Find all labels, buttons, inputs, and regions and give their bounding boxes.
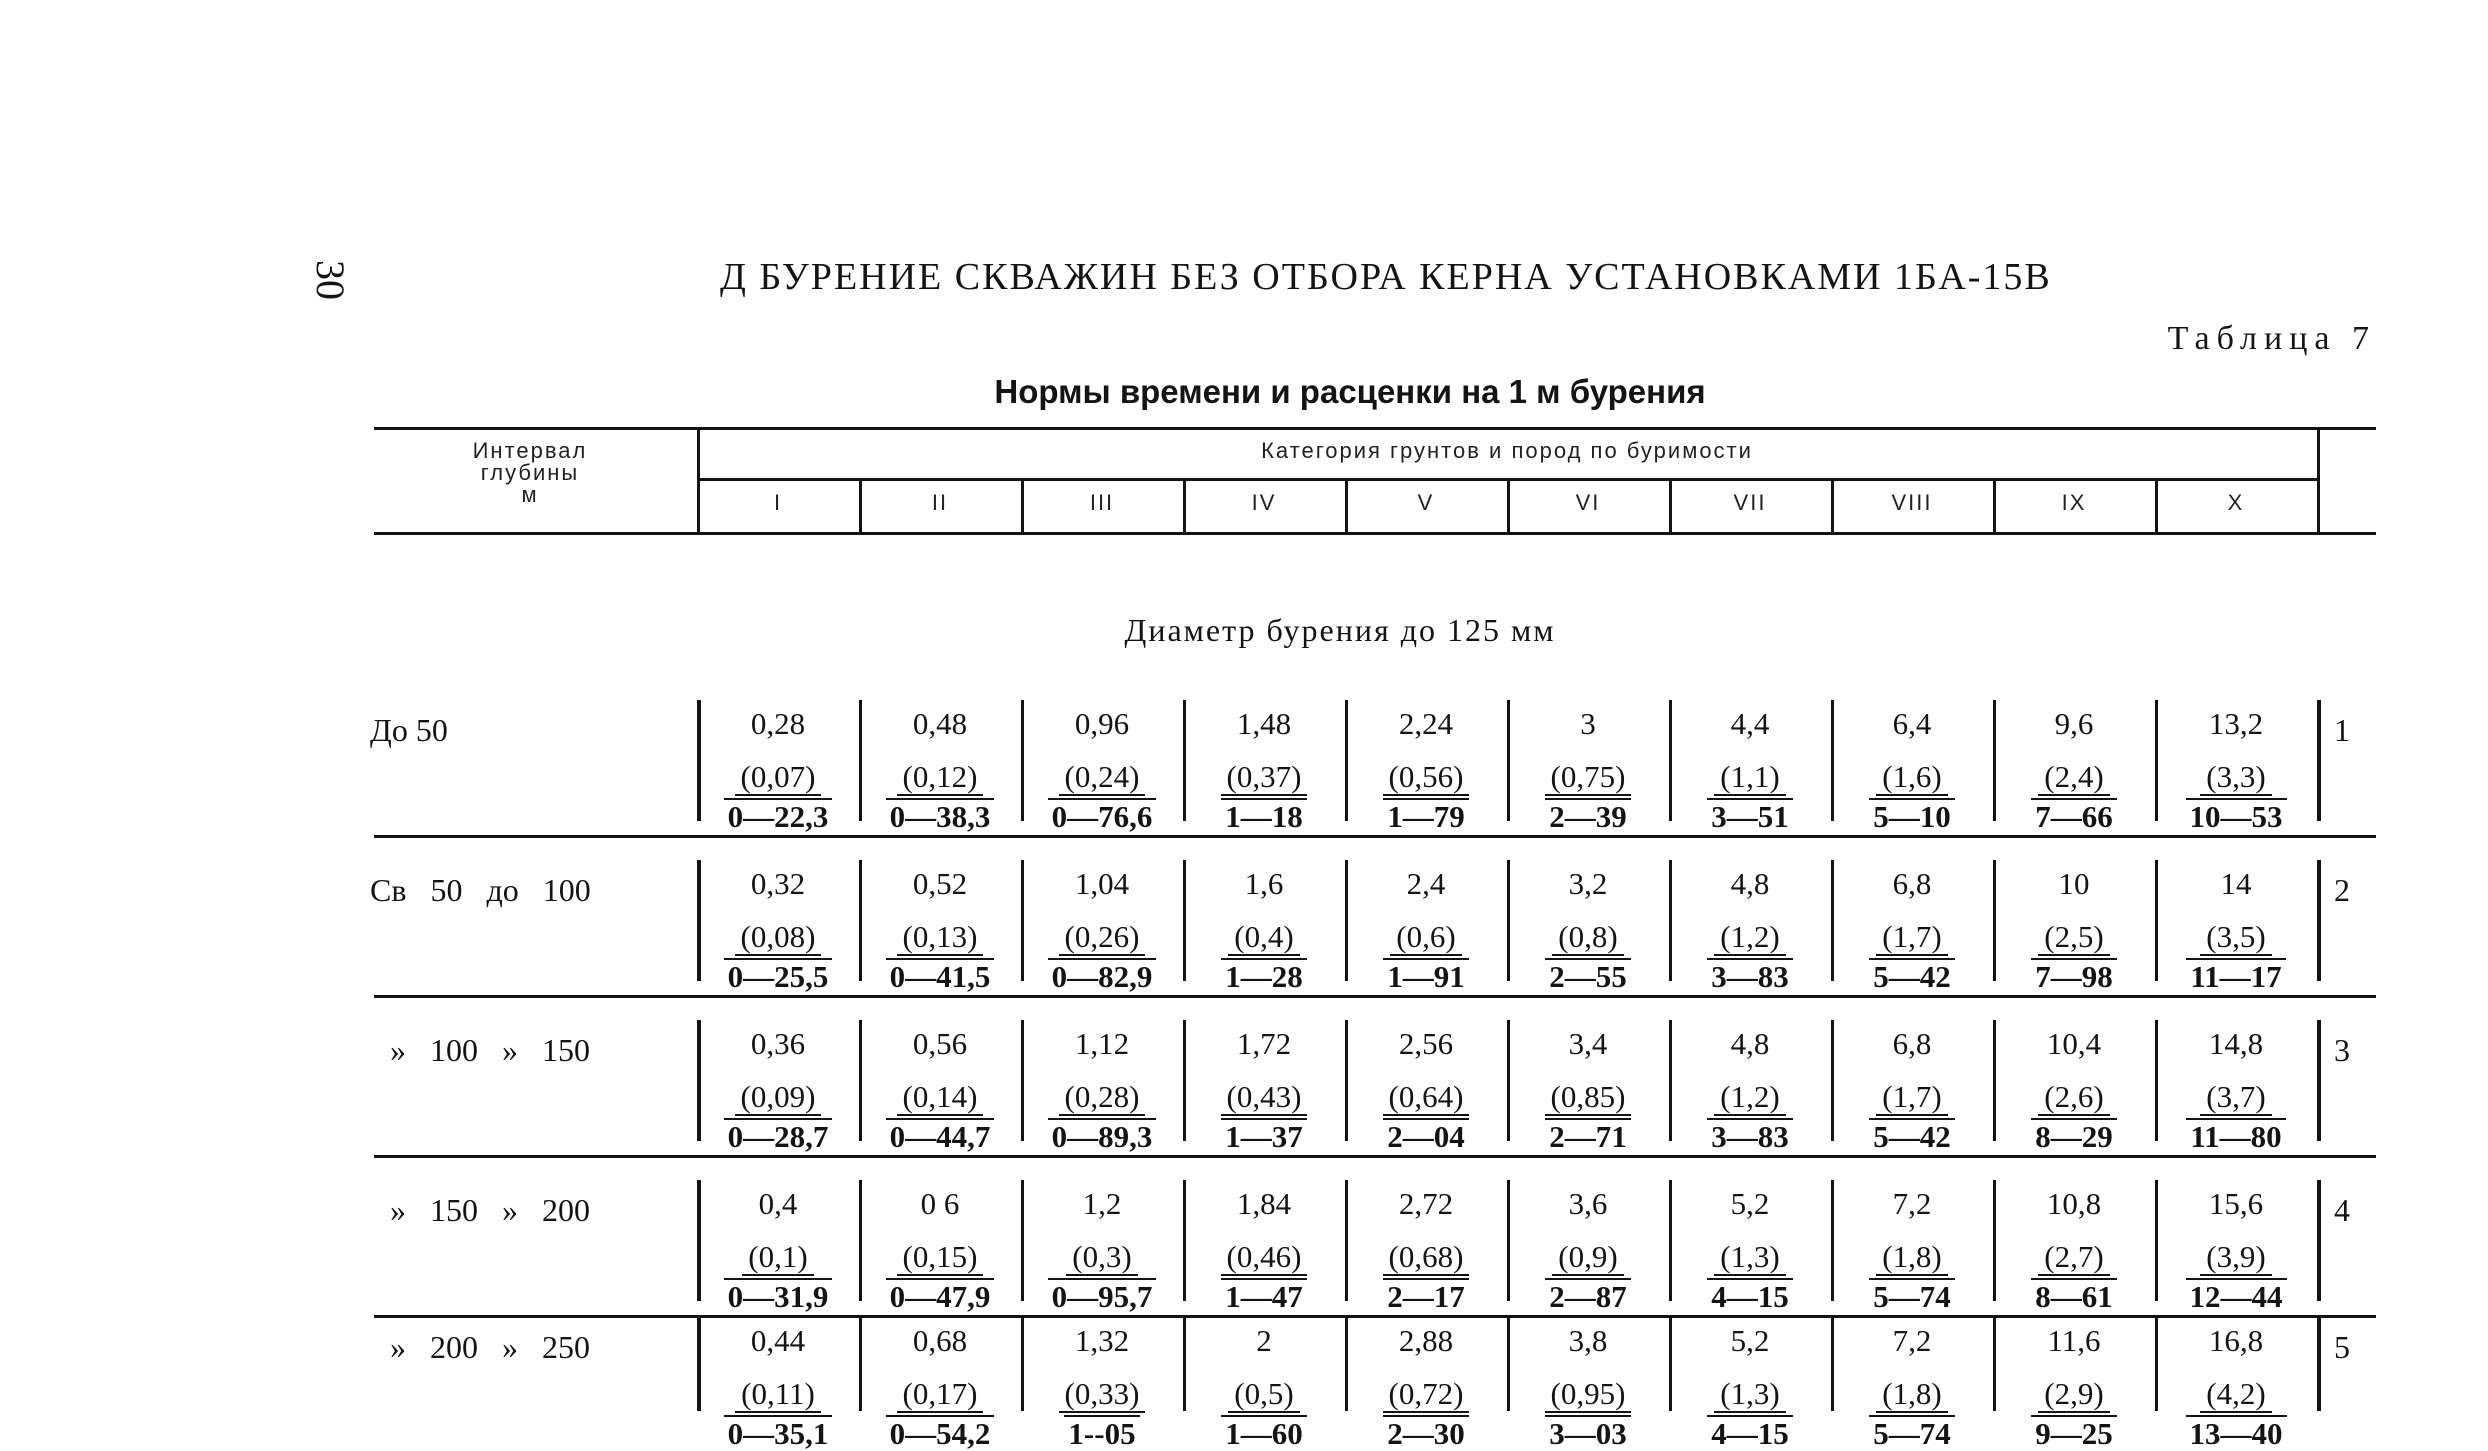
table-cell — [1508, 866, 1668, 994]
table-cell — [1832, 1186, 1992, 1314]
rate-value: 0—95,7 — [1048, 1278, 1157, 1314]
table-subtitle: Нормы времени и расценки на 1 м бурения — [994, 373, 1706, 410]
table-cell — [1346, 1186, 1506, 1314]
time-norm-value: 3,4 — [1568, 1026, 1608, 1061]
table-cell — [1670, 1026, 1830, 1154]
rate-value: 3—83 — [1707, 958, 1793, 994]
time-norm-value: 0,44 — [750, 1323, 806, 1358]
labor-value: (3,3) — [2200, 760, 2271, 796]
interval-header-line: м — [521, 482, 539, 507]
table-cell — [860, 1323, 1020, 1451]
header-column-divider — [1345, 478, 1348, 532]
time-norm-value: 3 — [1580, 706, 1596, 741]
labor-value: (0,24) — [1059, 760, 1146, 796]
row-number: 5 — [2334, 1329, 2350, 1365]
row-separator — [374, 1155, 2376, 1158]
time-norm-value: 14,8 — [2208, 1026, 2264, 1061]
labor-value: (0,72) — [1383, 1377, 1470, 1413]
header-column-divider — [1021, 478, 1024, 532]
time-norm-value: 2,56 — [1398, 1026, 1454, 1061]
rate-value: 5—74 — [1869, 1415, 1955, 1451]
labor-value: (2,5) — [2038, 920, 2109, 956]
labor-value: (0,9) — [1552, 1240, 1623, 1276]
table-cell — [860, 706, 1020, 834]
rate-value: 0—76,6 — [1048, 798, 1157, 834]
table-cell — [698, 1026, 858, 1154]
labor-value: (0,12) — [897, 760, 984, 796]
document-title: Д БУРЕНИЕ СКВАЖИН БЕЗ ОТБОРА КЕРНА УСТАНОВКАМИ 1БА-15В — [720, 256, 2052, 298]
header-column-divider — [2317, 427, 2320, 532]
time-norm-value: 1,12 — [1074, 1026, 1130, 1061]
time-norm-value: 1,6 — [1244, 866, 1284, 901]
table-cell — [2156, 866, 2316, 994]
rate-value: 12—44 — [2186, 1278, 2287, 1314]
labor-value: (0,68) — [1383, 1240, 1470, 1276]
table-cell — [1832, 1026, 1992, 1154]
time-norm-value: 13,2 — [2208, 706, 2264, 741]
table-cell — [1022, 1186, 1182, 1314]
header-column-divider — [1831, 478, 1834, 532]
time-norm-value: 2,88 — [1398, 1323, 1454, 1358]
labor-value: (0,43) — [1221, 1080, 1308, 1116]
rate-value: 0—31,9 — [724, 1278, 833, 1314]
table-cell — [860, 1026, 1020, 1154]
rate-value: 3—83 — [1707, 1118, 1793, 1154]
rate-value: 2—04 — [1383, 1118, 1469, 1154]
header-column-divider — [1183, 478, 1186, 532]
page-number: 30 — [308, 260, 353, 300]
rate-value: 2—55 — [1545, 958, 1631, 994]
table-cell — [1832, 706, 1992, 834]
table-cell — [1994, 1026, 2154, 1154]
table-cell — [1994, 1323, 2154, 1451]
column-header: II — [931, 490, 949, 515]
labor-value: (3,5) — [2200, 920, 2271, 956]
rate-value: 2—87 — [1545, 1278, 1631, 1314]
labor-value: (1,6) — [1876, 760, 1947, 796]
labor-value: (0,07) — [735, 760, 822, 796]
rate-value: 8—29 — [2031, 1118, 2117, 1154]
time-norm-value: 2 — [1256, 1323, 1272, 1358]
header-column-divider — [1669, 478, 1672, 532]
time-norm-value: 0,96 — [1074, 706, 1130, 741]
table-cell — [1670, 706, 1830, 834]
rate-value: 5—74 — [1869, 1278, 1955, 1314]
time-norm-value: 0,32 — [750, 866, 806, 901]
rate-value: 2—39 — [1545, 798, 1631, 834]
labor-value: (0,13) — [897, 920, 984, 956]
time-norm-value: 1,72 — [1236, 1026, 1292, 1061]
rate-value: 1—18 — [1221, 798, 1307, 834]
labor-value: (1,2) — [1714, 920, 1785, 956]
time-norm-value: 15,6 — [2208, 1186, 2264, 1221]
rate-value: 2—71 — [1545, 1118, 1631, 1154]
header-column-divider — [1993, 478, 1996, 532]
time-norm-value: 4,8 — [1730, 866, 1770, 901]
rate-value: 0—44,7 — [886, 1118, 995, 1154]
table-cell — [1508, 1186, 1668, 1314]
table-cell — [1670, 866, 1830, 994]
interval-header-line: Интервал — [472, 438, 588, 463]
labor-value: (0,17) — [897, 1377, 984, 1413]
rate-value: 0—54,2 — [886, 1415, 995, 1451]
time-norm-value: 0,4 — [758, 1186, 798, 1221]
table-cell — [2156, 1186, 2316, 1314]
row-label: » 150 » 200 — [390, 1192, 590, 1228]
labor-value: (1,3) — [1714, 1240, 1785, 1276]
rate-value: 1—60 — [1221, 1415, 1307, 1451]
time-norm-value: 11,6 — [2047, 1323, 2101, 1358]
column-header: VI — [1575, 490, 1601, 515]
labor-value: (1,8) — [1876, 1240, 1947, 1276]
header-column-divider — [697, 427, 700, 532]
category-header: Категория грунтов и пород по буримости — [1261, 438, 1753, 463]
time-norm-value: 1,84 — [1236, 1186, 1292, 1221]
time-norm-value: 3,8 — [1568, 1323, 1608, 1358]
rate-value: 2—30 — [1383, 1415, 1469, 1451]
interval-header-line: глубины — [480, 460, 580, 485]
row-number: 2 — [2334, 872, 2350, 908]
column-header: V — [1417, 490, 1435, 515]
row-label: » 200 » 250 — [390, 1329, 590, 1365]
labor-value: (3,9) — [2200, 1240, 2271, 1276]
table-cell — [1346, 1026, 1506, 1154]
labor-value: (2,9) — [2038, 1377, 2109, 1413]
header-column-divider — [2155, 478, 2158, 532]
rate-value: 5—42 — [1869, 1118, 1955, 1154]
rate-value: 5—10 — [1869, 798, 1955, 834]
labor-value: (1,3) — [1714, 1377, 1785, 1413]
rate-value: 0—25,5 — [724, 958, 833, 994]
body-column-divider — [2317, 860, 2321, 981]
labor-value: (2,7) — [2038, 1240, 2109, 1276]
rate-value: 0—28,7 — [724, 1118, 833, 1154]
labor-value: (0,6) — [1390, 920, 1461, 956]
rate-value: 3—51 — [1707, 798, 1793, 834]
time-norm-value: 5,2 — [1730, 1323, 1770, 1358]
time-norm-value: 4,4 — [1730, 706, 1770, 741]
rate-value: 9—25 — [2031, 1415, 2117, 1451]
labor-value: (1,7) — [1876, 920, 1947, 956]
rate-value: 11—80 — [2186, 1118, 2285, 1154]
table-cell — [698, 706, 858, 834]
rate-value: 0—35,1 — [724, 1415, 833, 1451]
rate-value: 11—17 — [2186, 958, 2285, 994]
row-number: 4 — [2334, 1192, 2350, 1228]
table-cell — [1184, 1026, 1344, 1154]
table-cell — [1994, 706, 2154, 834]
table-cell — [698, 1186, 858, 1314]
time-norm-value: 1,32 — [1074, 1323, 1130, 1358]
rate-value: 0—38,3 — [886, 798, 995, 834]
labor-value: (2,4) — [2038, 760, 2109, 796]
labor-value: (0,5) — [1228, 1377, 1299, 1413]
time-norm-value: 16,8 — [2208, 1323, 2264, 1358]
time-norm-value: 7,2 — [1892, 1186, 1932, 1221]
labor-value: (0,56) — [1383, 760, 1470, 796]
column-header: IX — [2061, 490, 2087, 515]
labor-value: (0,85) — [1545, 1080, 1632, 1116]
table-cell — [1832, 866, 1992, 994]
rate-value: 1—79 — [1383, 798, 1469, 834]
table-cell — [860, 866, 1020, 994]
labor-value: (1,2) — [1714, 1080, 1785, 1116]
header-column-divider — [1507, 478, 1510, 532]
time-norm-value: 2,72 — [1398, 1186, 1454, 1221]
table-cell — [1022, 1026, 1182, 1154]
column-header: IV — [1251, 490, 1277, 515]
rate-value: 3—03 — [1545, 1415, 1631, 1451]
row-separator — [374, 995, 2376, 998]
table-cell — [2156, 1026, 2316, 1154]
row-number: 3 — [2334, 1032, 2350, 1068]
labor-value: (0,3) — [1066, 1240, 1137, 1276]
labor-value: (0,28) — [1059, 1080, 1146, 1116]
time-norm-value: 0,48 — [912, 706, 968, 741]
table-cell — [1022, 866, 1182, 994]
time-norm-value: 6,4 — [1892, 706, 1932, 741]
time-norm-value: 3,6 — [1568, 1186, 1608, 1221]
table-cell — [1346, 866, 1506, 994]
labor-value: (0,09) — [735, 1080, 822, 1116]
labor-value: (4,2) — [2200, 1377, 2271, 1413]
table-cell — [860, 1186, 1020, 1314]
time-norm-value: 4,8 — [1730, 1026, 1770, 1061]
labor-value: (0,75) — [1545, 760, 1632, 796]
table-cell — [1670, 1186, 1830, 1314]
labor-value: (0,11) — [735, 1377, 821, 1413]
time-norm-value: 1,2 — [1082, 1186, 1122, 1221]
rate-value: 0—47,9 — [886, 1278, 995, 1314]
time-norm-value: 14 — [2220, 866, 2252, 901]
labor-value: (0,26) — [1059, 920, 1146, 956]
table-cell — [1184, 1323, 1344, 1451]
time-norm-value: 2,4 — [1406, 866, 1446, 901]
table-cell — [2156, 706, 2316, 834]
labor-value: (0,64) — [1383, 1080, 1470, 1116]
table-cell — [1832, 1323, 1992, 1451]
table-cell — [1184, 866, 1344, 994]
section-title: Диаметр бурения до 125 мм — [1124, 612, 1556, 648]
labor-value: (3,7) — [2200, 1080, 2271, 1116]
rate-value: 1—28 — [1221, 958, 1307, 994]
labor-value: (0,33) — [1059, 1377, 1146, 1413]
rate-value: 2—17 — [1383, 1278, 1469, 1314]
time-norm-value: 6,8 — [1892, 866, 1932, 901]
table-cell — [1508, 706, 1668, 834]
column-header: III — [1089, 490, 1115, 515]
time-norm-value: 10 — [2058, 866, 2090, 901]
time-norm-value: 0 6 — [920, 1186, 960, 1221]
row-separator — [374, 835, 2376, 838]
time-norm-value: 2,24 — [1398, 706, 1454, 741]
time-norm-value: 0,36 — [750, 1026, 806, 1061]
body-column-divider — [2317, 1180, 2321, 1301]
table-cell — [1994, 866, 2154, 994]
table-cell — [698, 1323, 858, 1451]
time-norm-value: 10,8 — [2046, 1186, 2102, 1221]
table-cell — [1670, 1323, 1830, 1451]
time-norm-value: 0,28 — [750, 706, 806, 741]
rate-value: 1--05 — [1064, 1415, 1139, 1451]
time-norm-value: 10,4 — [2046, 1026, 2102, 1061]
time-norm-value: 6,8 — [1892, 1026, 1932, 1061]
row-separator — [374, 1315, 2376, 1318]
rate-value: 1—47 — [1221, 1278, 1307, 1314]
table-cell — [2156, 1323, 2316, 1451]
rate-value: 13—40 — [2186, 1415, 2287, 1451]
column-header: VII — [1733, 490, 1767, 515]
rate-value: 1—91 — [1383, 958, 1469, 994]
labor-value: (0,15) — [897, 1240, 984, 1276]
time-norm-value: 3,2 — [1568, 866, 1608, 901]
column-header: I — [773, 490, 783, 515]
labor-value: (1,1) — [1714, 760, 1785, 796]
body-column-divider — [2317, 1317, 2321, 1411]
time-norm-value: 1,04 — [1074, 866, 1130, 901]
table-cell — [1346, 706, 1506, 834]
table-cell — [1022, 1323, 1182, 1451]
labor-value: (1,7) — [1876, 1080, 1947, 1116]
table-cell — [698, 866, 858, 994]
rate-value: 0—41,5 — [886, 958, 995, 994]
body-column-divider — [2317, 1020, 2321, 1141]
time-norm-value: 5,2 — [1730, 1186, 1770, 1221]
rate-value: 7—98 — [2031, 958, 2117, 994]
column-header: VIII — [1891, 490, 1933, 515]
table-cell — [1184, 1186, 1344, 1314]
column-header: X — [2227, 490, 2245, 515]
table-cell — [1022, 706, 1182, 834]
rate-value: 4—15 — [1707, 1278, 1793, 1314]
interval-header — [400, 440, 660, 506]
rate-value: 8—61 — [2031, 1278, 2117, 1314]
header-column-divider — [859, 478, 862, 532]
table-label: Таблица 7 — [2167, 320, 2376, 357]
row-label: Св 50 до 100 — [370, 872, 591, 908]
rate-value: 7—66 — [2031, 798, 2117, 834]
labor-value: (0,4) — [1228, 920, 1299, 956]
time-norm-value: 7,2 — [1892, 1323, 1932, 1358]
labor-value: (0,8) — [1552, 920, 1623, 956]
header-bottom-rule — [374, 532, 2376, 535]
rate-value: 1—37 — [1221, 1118, 1307, 1154]
rate-value: 0—89,3 — [1048, 1118, 1157, 1154]
labor-value: (0,95) — [1545, 1377, 1632, 1413]
labor-value: (0,37) — [1221, 760, 1308, 796]
row-label: » 100 » 150 — [390, 1032, 590, 1068]
table-cell — [1184, 706, 1344, 834]
header-top-rule — [374, 427, 2376, 430]
rate-value: 0—82,9 — [1048, 958, 1157, 994]
labor-value: (0,08) — [735, 920, 822, 956]
time-norm-value: 0,68 — [912, 1323, 968, 1358]
time-norm-value: 1,48 — [1236, 706, 1292, 741]
table-cell — [1508, 1323, 1668, 1451]
row-label: До 50 — [370, 712, 448, 748]
labor-value: (0,1) — [742, 1240, 813, 1276]
body-column-divider — [2317, 700, 2321, 821]
time-norm-value: 9,6 — [2054, 706, 2094, 741]
table-cell — [1994, 1186, 2154, 1314]
labor-value: (0,46) — [1221, 1240, 1308, 1276]
time-norm-value: 0,56 — [912, 1026, 968, 1061]
rate-value: 4—15 — [1707, 1415, 1793, 1451]
table-cell — [1346, 1323, 1506, 1451]
rate-value: 5—42 — [1869, 958, 1955, 994]
time-norm-value: 0,52 — [912, 866, 968, 901]
rate-value: 10—53 — [2186, 798, 2287, 834]
labor-value: (1,8) — [1876, 1377, 1947, 1413]
labor-value: (0,14) — [897, 1080, 984, 1116]
rate-value: 0—22,3 — [724, 798, 833, 834]
row-number: 1 — [2334, 712, 2350, 748]
table-cell — [1508, 1026, 1668, 1154]
labor-value: (2,6) — [2038, 1080, 2109, 1116]
